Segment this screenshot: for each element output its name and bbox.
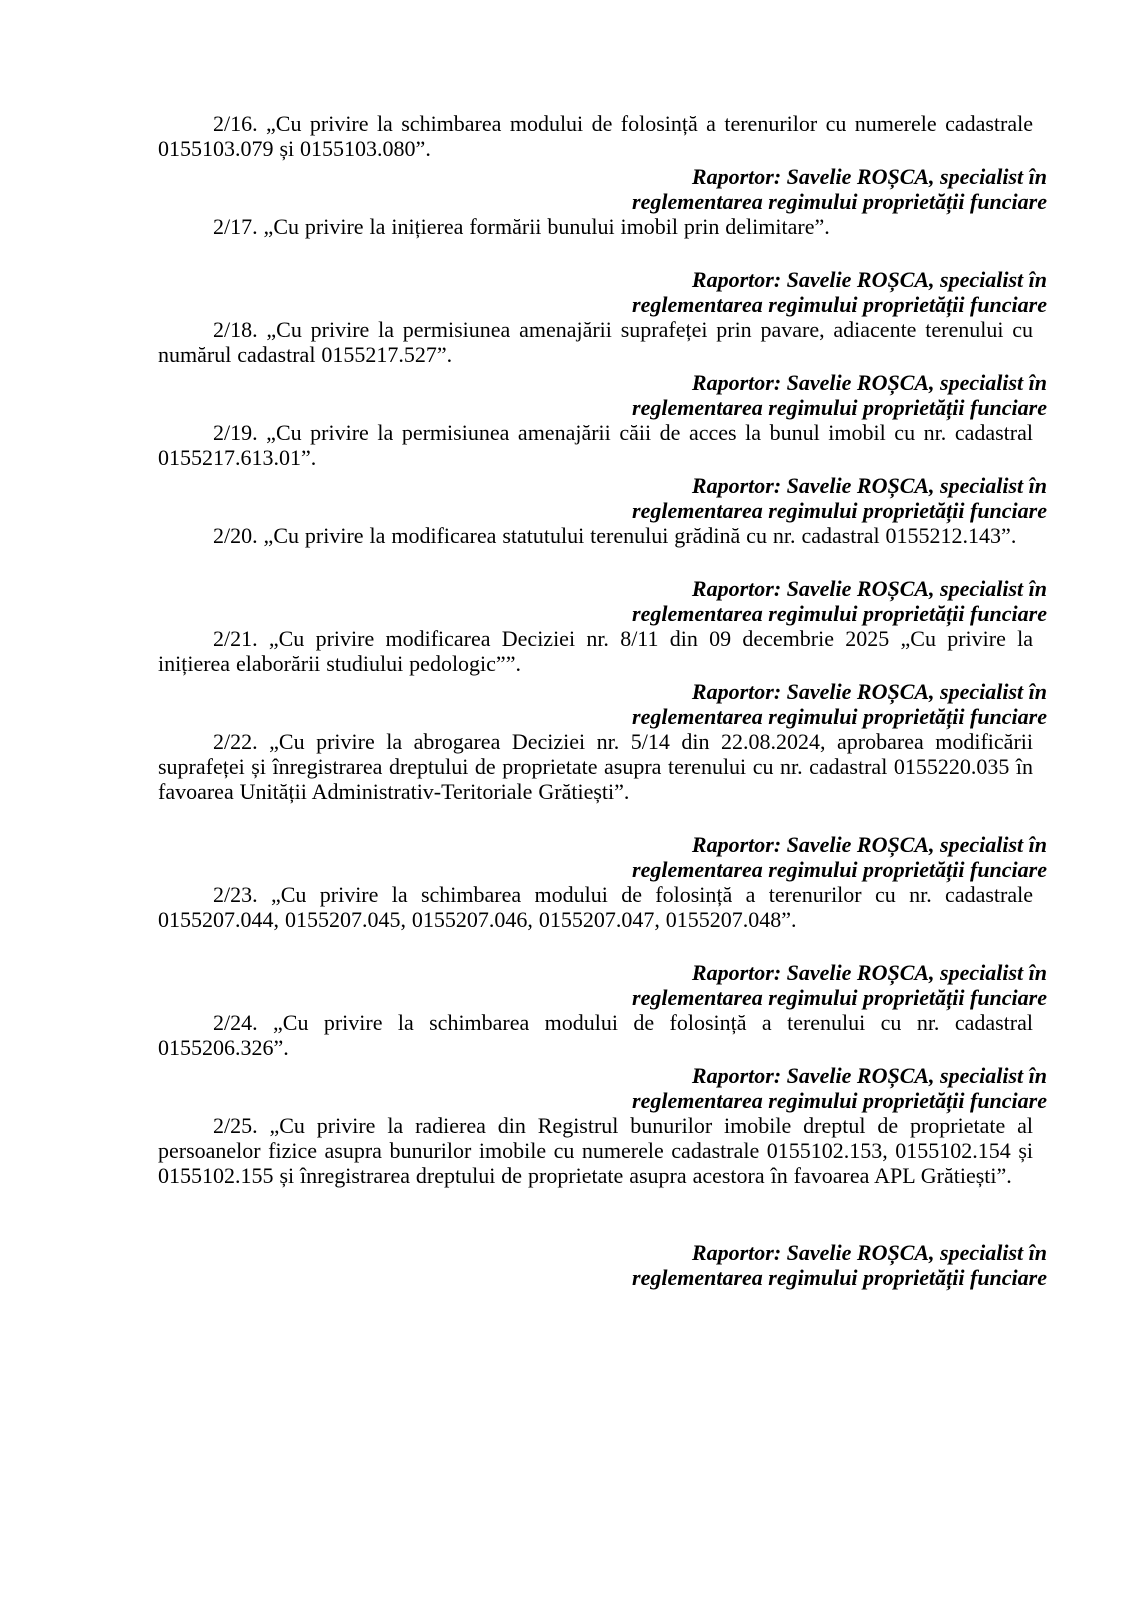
raportor-attribution xyxy=(158,1240,1047,1290)
raportor-line: reglementarea regimului proprietății funciare xyxy=(632,1088,1047,1113)
raportor-attribution xyxy=(158,370,1047,420)
raportor-line: Raportor: Savelie ROȘCA, specialist în xyxy=(691,1240,1047,1265)
raportor-attribution xyxy=(158,164,1047,214)
raportor-line: reglementarea regimului proprietății funciare xyxy=(632,1265,1047,1290)
raportor-line: reglementarea regimului proprietății funciare xyxy=(632,601,1047,626)
raportor-line: reglementarea regimului proprietății funciare xyxy=(632,189,1047,214)
agenda-item-2-23: 2/23. „Cu privire la schimbarea modului de folosință a terenurilor cu nr. cadastrale 0155207.044, 0155207.045, 0155207.046, 0155207.047, 0155207.048”. xyxy=(158,882,1033,932)
agenda-item-2-21: 2/21. „Cu privire modificarea Deciziei nr. 8/11 din 09 decembrie 2025 „Cu privire la inițierea elaborării studiului pedologic””. xyxy=(158,626,1033,676)
raportor-line: reglementarea regimului proprietății funciare xyxy=(632,985,1047,1010)
raportor-line: reglementarea regimului proprietății funciare xyxy=(632,704,1047,729)
raportor-attribution xyxy=(158,576,1047,626)
raportor-attribution xyxy=(158,267,1047,317)
raportor-line: Raportor: Savelie ROȘCA, specialist în xyxy=(691,1063,1047,1088)
raportor-line: Raportor: Savelie ROȘCA, specialist în xyxy=(691,473,1047,498)
agenda-item-2-17: 2/17. „Cu privire la inițierea formării bunului imobil prin delimitare”. xyxy=(213,214,830,239)
agenda-item-2-20: 2/20. „Cu privire la modificarea statutului terenului grădină cu nr. cadastral 0155212.143”. xyxy=(213,523,1017,548)
agenda-item-2-18: 2/18. „Cu privire la permisiunea amenajării suprafeței prin pavare, adiacente terenului cu numărul cadastral 0155217.527”. xyxy=(158,317,1033,367)
raportor-line: Raportor: Savelie ROȘCA, specialist în xyxy=(691,960,1047,985)
raportor-attribution xyxy=(158,473,1047,523)
raportor-line: Raportor: Savelie ROȘCA, specialist în xyxy=(691,267,1047,292)
raportor-line: reglementarea regimului proprietății funciare xyxy=(632,857,1047,882)
raportor-line: Raportor: Savelie ROȘCA, specialist în xyxy=(691,679,1047,704)
agenda-item-2-16: 2/16. „Cu privire la schimbarea modului de folosință a terenurilor cu numerele cadastrale 0155103.079 și 0155103.080”. xyxy=(158,111,1033,161)
raportor-line: reglementarea regimului proprietății funciare xyxy=(632,498,1047,523)
raportor-line: Raportor: Savelie ROȘCA, specialist în xyxy=(691,164,1047,189)
raportor-attribution xyxy=(158,1063,1047,1113)
raportor-line: Raportor: Savelie ROȘCA, specialist în xyxy=(691,576,1047,601)
raportor-line: Raportor: Savelie ROȘCA, specialist în xyxy=(691,832,1047,857)
raportor-attribution xyxy=(158,832,1047,882)
raportor-line: reglementarea regimului proprietății funciare xyxy=(632,292,1047,317)
agenda-item-2-19: 2/19. „Cu privire la permisiunea amenajării căii de acces la bunul imobil cu nr. cadastral 0155217.613.01”. xyxy=(158,420,1033,470)
raportor-line: Raportor: Savelie ROȘCA, specialist în xyxy=(691,370,1047,395)
raportor-attribution xyxy=(158,679,1047,729)
raportor-attribution xyxy=(158,960,1047,1010)
raportor-line: reglementarea regimului proprietății funciare xyxy=(632,395,1047,420)
agenda-item-2-22: 2/22. „Cu privire la abrogarea Deciziei nr. 5/14 din 22.08.2024, aprobarea modificării suprafeței și înregistrarea dreptului de proprietate asupra terenului cu nr. cadastral 0155220.035 în favoarea Unității Administrativ-Teritoriale Grătiești”. xyxy=(158,729,1033,804)
agenda-item-2-24: 2/24. „Cu privire la schimbarea modului de folosință a terenului cu nr. cadastral 0155206.326”. xyxy=(158,1010,1033,1060)
agenda-item-2-25: 2/25. „Cu privire la radierea din Registrul bunurilor imobile dreptul de proprietate al persoanelor fizice asupra bunurilor imobile cu numerele cadastrale 0155102.153, 0155102.154 și 0155102.155 și înregistrarea dreptului de proprietate asupra acestora în favoarea APL Grătiești”. xyxy=(158,1113,1033,1188)
